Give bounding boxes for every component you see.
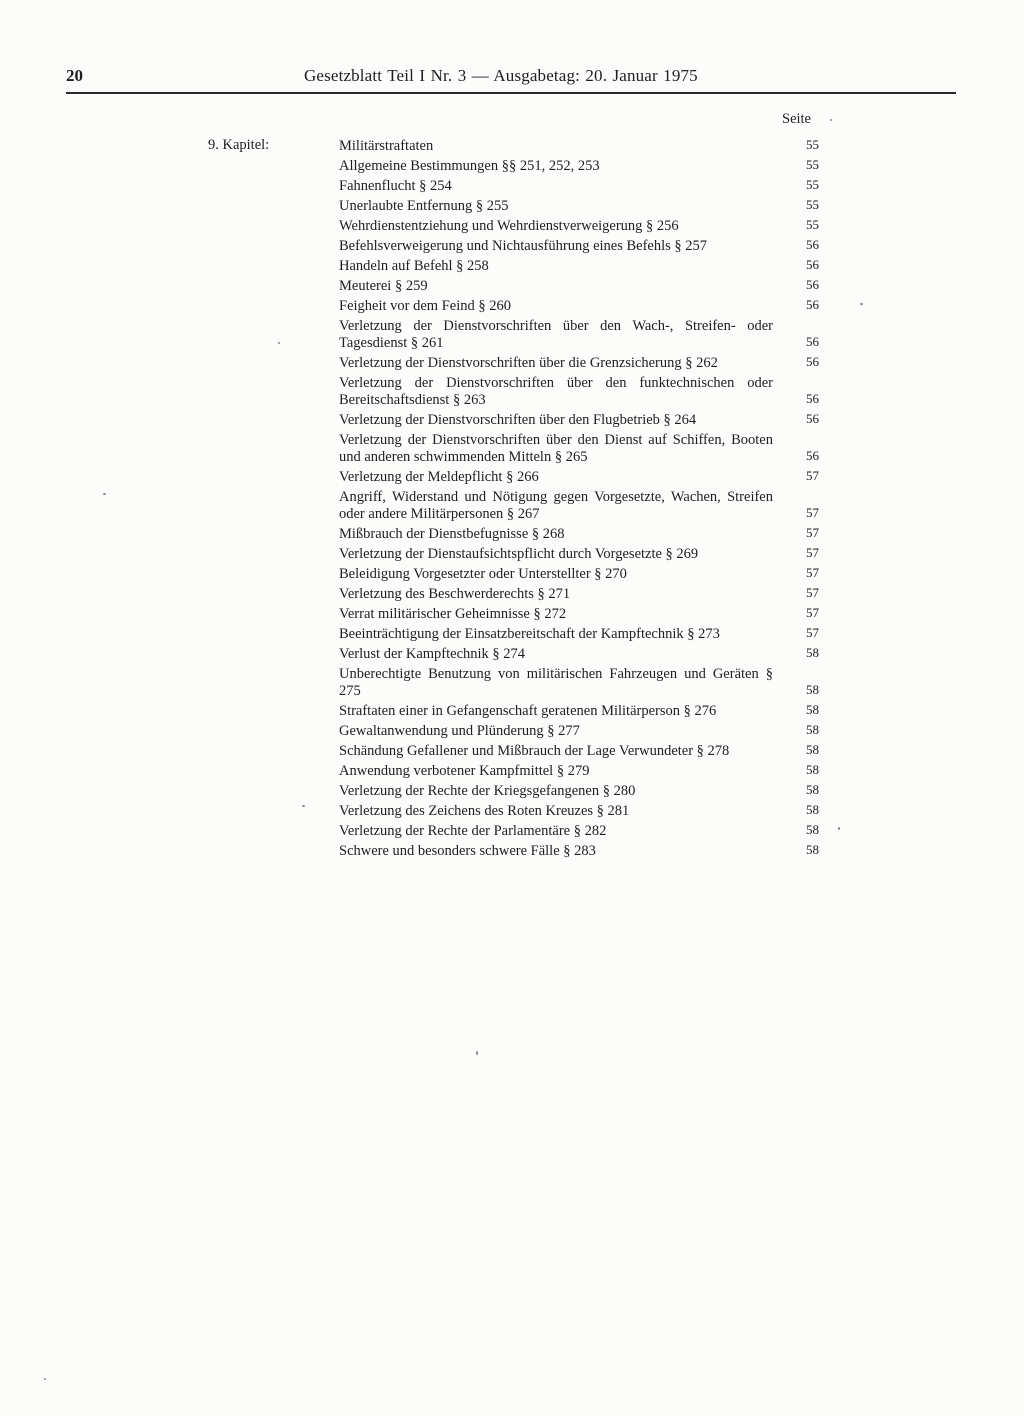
page-column-heading: Seite: [782, 111, 811, 127]
toc-entry-title: Verletzung der Dienstaufsichtspflicht durch Vorgesetzte § 269: [339, 545, 699, 562]
scan-speck: [860, 303, 863, 305]
toc-entry: [339, 196, 819, 216]
toc-entry-title: Verletzung des Zeichens des Roten Kreuzes § 281: [339, 802, 630, 819]
toc-entry: [339, 136, 819, 156]
toc-entry-page: 57: [806, 565, 819, 580]
toc-entry: [339, 296, 819, 316]
toc-entry-page: 55: [806, 157, 819, 172]
toc-entry-title: Fahnenflucht § 254: [339, 177, 452, 194]
toc-entry: [339, 604, 819, 624]
toc-entry-title: Verletzung der Dienstvorschriften über den Flugbetrieb § 264: [339, 411, 697, 428]
header-rule: [66, 92, 956, 94]
toc-entry-page: 55: [806, 197, 819, 212]
toc-entry-title: Beleidigung Vorgesetzter oder Unterstellter § 270: [339, 565, 627, 582]
toc-entry: [339, 373, 819, 410]
toc-entry-title: Verletzung der Dienstvorschriften über den Dienst auf Schiffen, Booten und anderen schwimmenden Mitteln § 265: [339, 431, 773, 465]
toc-entry-page: 57: [806, 545, 819, 560]
toc-entry: [339, 664, 819, 701]
toc-entry-title: Verlust der Kampftechnik § 274: [339, 645, 526, 662]
toc-entry-title: Unberechtigte Benutzung von militärischen Fahrzeugen und Geräten § 275: [339, 665, 773, 699]
scan-speck: [838, 827, 840, 830]
scan-speck: [278, 342, 280, 344]
toc-entry-page: 56: [806, 448, 819, 463]
toc-entry-page: 55: [806, 217, 819, 232]
toc-entry-page: 57: [806, 585, 819, 600]
chapter-label: 9. Kapitel:: [208, 137, 270, 153]
toc-entry-title: Schändung Gefallener und Mißbrauch der Lage Verwundeter § 278: [339, 742, 730, 759]
toc-entry-title: Schwere und besonders schwere Fälle § 283: [339, 842, 596, 859]
toc-entry-title: Militärstraftaten: [339, 137, 434, 154]
toc-entry-title: Beeinträchtigung der Einsatzbereitschaft der Kampftechnik § 273: [339, 625, 720, 642]
toc-entry-page: 56: [806, 297, 819, 312]
toc-entry: [339, 276, 819, 296]
toc-entry: [339, 524, 819, 544]
toc-entry-title: Verletzung des Beschwerderechts § 271: [339, 585, 571, 602]
toc-entry-title: Unerlaubte Entfernung § 255: [339, 197, 509, 214]
toc-entry-title: Gewaltanwendung und Plünderung § 277: [339, 722, 580, 739]
toc-entry-title: Befehlsverweigerung und Nichtausführung eines Befehls § 257: [339, 237, 708, 254]
toc-entry-page: 57: [806, 468, 819, 483]
toc-entry-page: 56: [806, 411, 819, 426]
toc-entry: [339, 841, 819, 861]
toc-entry: [339, 410, 819, 430]
toc-entry: [339, 701, 819, 721]
toc-entry-title: Verletzung der Dienstvorschriften über den funktechnischen oder Bereitschaftsdienst § 263: [339, 374, 773, 408]
toc-entry: [339, 781, 819, 801]
toc-entry-page: 58: [806, 782, 819, 797]
toc-entry: [339, 216, 819, 236]
toc-entry-page: 56: [806, 334, 819, 349]
toc-entry-page: 57: [806, 605, 819, 620]
toc-entry: [339, 236, 819, 256]
toc-entry-title: Verletzung der Rechte der Kriegsgefangenen § 280: [339, 782, 636, 799]
toc-entry: [339, 624, 819, 644]
toc-entry-page: 57: [806, 525, 819, 540]
scan-speck: [830, 119, 832, 121]
toc-entry-page: 56: [806, 257, 819, 272]
toc-entry: [339, 316, 819, 353]
toc-entry-page: 58: [806, 842, 819, 857]
toc-entry-title: Straftaten einer in Gefangenschaft geratenen Militärperson § 276: [339, 702, 717, 719]
toc-entry-title: Verrat militärischer Geheimnisse § 272: [339, 605, 567, 622]
toc-entry-page: 58: [806, 645, 819, 660]
toc-entry: [339, 467, 819, 487]
toc-entry-title: Anwendung verbotener Kampfmittel § 279: [339, 762, 590, 779]
toc-entry-page: 58: [806, 762, 819, 777]
toc-entry: [339, 430, 819, 467]
toc-entry: [339, 353, 819, 373]
toc-entry: [339, 564, 819, 584]
toc-entry-title: Allgemeine Bestimmungen §§ 251, 252, 253: [339, 157, 600, 174]
toc-entry: [339, 544, 819, 564]
toc-entry-title: Verletzung der Meldepflicht § 266: [339, 468, 539, 485]
toc-entry: [339, 761, 819, 781]
toc-entry-page: 56: [806, 277, 819, 292]
toc-entry-page: 56: [806, 237, 819, 252]
scan-speck: [44, 1378, 46, 1380]
toc-entry-page: 56: [806, 354, 819, 369]
toc-entry-title: Feigheit vor dem Feind § 260: [339, 297, 511, 314]
toc-entry-title: Verletzung der Dienstvorschriften über den Wach-, Streifen- oder Tagesdienst § 261: [339, 317, 773, 351]
page-number: 20: [66, 66, 83, 85]
toc-entry: [339, 156, 819, 176]
toc-entry-title: Verletzung der Rechte der Parlamentäre § 282: [339, 822, 607, 839]
toc-entry-page: 58: [806, 722, 819, 737]
toc-entry-page: 57: [806, 625, 819, 640]
toc-entry: [339, 487, 819, 524]
toc-entry: [339, 644, 819, 664]
toc-entry-title: Meuterei § 259: [339, 277, 428, 294]
toc-entry: [339, 801, 819, 821]
toc-entry: [339, 584, 819, 604]
toc-entry-title: Angriff, Widerstand und Nötigung gegen Vorgesetzte, Wachen, Streifen oder andere Militärpersonen § 267: [339, 488, 773, 522]
toc-entry-page: 58: [806, 682, 819, 697]
toc-entry-page: 57: [806, 505, 819, 520]
toc-entry-title: Wehrdienstentziehung und Wehrdienstverweigerung § 256: [339, 217, 679, 234]
toc-entry-title: Mißbrauch der Dienstbefugnisse § 268: [339, 525, 565, 542]
toc-entry: [339, 721, 819, 741]
toc-entry: [339, 821, 819, 841]
toc-entry-page: 56: [806, 391, 819, 406]
table-of-contents: [339, 136, 819, 861]
toc-entry-page: 58: [806, 822, 819, 837]
toc-entry-title: Handeln auf Befehl § 258: [339, 257, 489, 274]
scan-speck: [476, 1051, 478, 1055]
scan-speck: [302, 805, 305, 807]
toc-entry-page: 58: [806, 702, 819, 717]
toc-entry-page: 58: [806, 802, 819, 817]
toc-entry-title: Verletzung der Dienstvorschriften über die Grenzsicherung § 262: [339, 354, 718, 371]
toc-entry-page: 55: [806, 137, 819, 152]
toc-entry: [339, 176, 819, 196]
toc-entry-page: 55: [806, 177, 819, 192]
toc-entry: [339, 256, 819, 276]
toc-entry-page: 58: [806, 742, 819, 757]
toc-entry: [339, 741, 819, 761]
page-header: [66, 66, 956, 90]
running-title: Gesetzblatt Teil I Nr. 3 — Ausgabetag: 20. Januar 1975: [304, 66, 698, 85]
scan-speck: [103, 493, 106, 495]
